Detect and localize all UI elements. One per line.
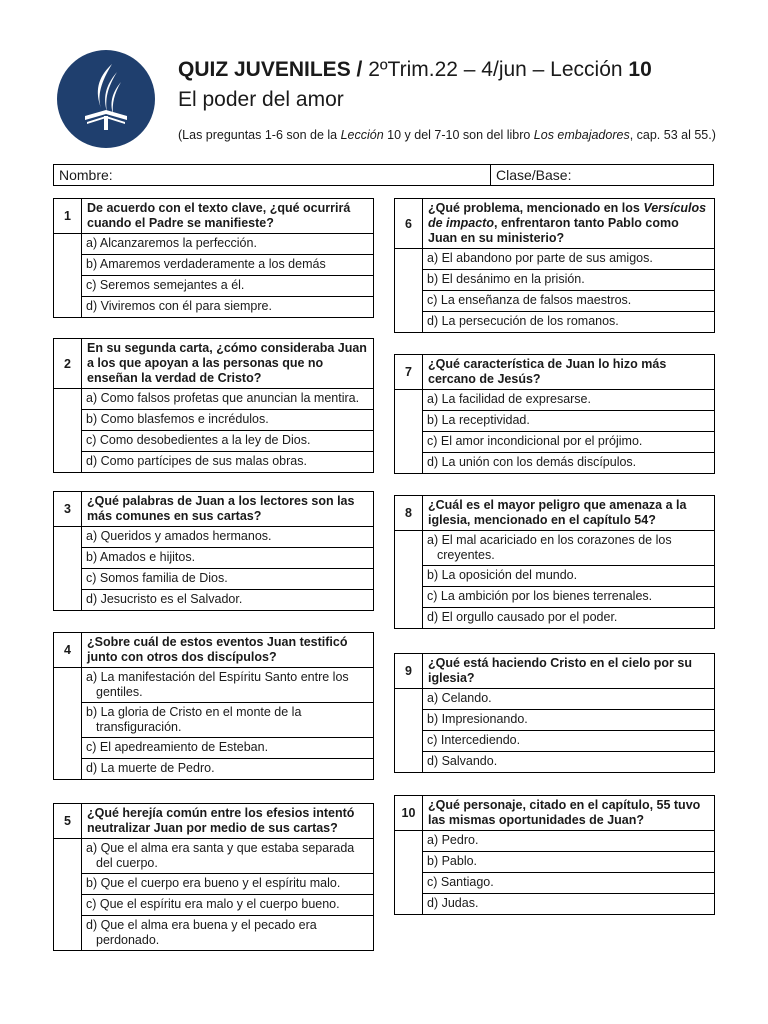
question-header: [395, 199, 714, 249]
answer-option[interactable]: b) Pablo.: [423, 851, 714, 872]
answer-option[interactable]: b) Como blasfemos e incrédulos.: [82, 409, 373, 430]
question-text: ¿Qué problema, mencionado en los Versículos de impacto, enfrentaron tanto Pablo como Juan en su ministerio?: [422, 199, 714, 248]
answer-option[interactable]: d) La unión con los demás discípulos.: [423, 452, 714, 473]
answer-option[interactable]: b) La receptividad.: [423, 410, 714, 431]
answer-option[interactable]: d) Salvando.: [423, 751, 714, 772]
quiz-subtitle: El poder del amor: [178, 88, 344, 111]
answer-options: [81, 839, 373, 950]
answer-option[interactable]: d) La muerte de Pedro.: [82, 758, 373, 779]
answer-option[interactable]: c) El amor incondicional por el prójimo.: [423, 431, 714, 452]
answer-option[interactable]: b) Amados e hijitos.: [82, 547, 373, 568]
question-header: [395, 654, 714, 689]
answer-options: [81, 668, 373, 779]
question-text: ¿Qué palabras de Juan a los lectores son las más comunes en sus cartas?: [81, 492, 373, 526]
answer-option[interactable]: c) Somos familia de Dios.: [82, 568, 373, 589]
question-number: 1: [64, 209, 71, 223]
answer-option[interactable]: a) Alcanzaremos la perfección.: [86, 236, 257, 250]
question-text: ¿Qué está haciendo Cristo en el cielo por su iglesia?: [422, 654, 714, 688]
question-header: [395, 355, 714, 390]
question-text: ¿Qué personaje, citado en el capítulo, 55 tuvo las mismas oportunidades de Juan?: [422, 796, 714, 830]
question-header: [54, 492, 373, 527]
question-block: [394, 354, 715, 474]
question-block: [53, 338, 374, 473]
answer-option[interactable]: a) Celando.: [427, 691, 492, 705]
question-block: [394, 795, 715, 915]
question-text: En su segunda carta, ¿cómo consideraba Juan a los que apoyan a las personas que no enseñan la verdad de Cristo?: [81, 339, 373, 388]
answer-option[interactable]: a) Pedro.: [427, 833, 479, 847]
question-text: ¿Cuál es el mayor peligro que amenaza a la iglesia, mencionado en el capítulo 54?: [422, 496, 714, 530]
answer-option[interactable]: c) Seremos semejantes a él.: [82, 275, 373, 296]
answer-option[interactable]: d) El orgullo causado por el poder.: [423, 607, 714, 628]
answer-option[interactable]: a) La manifestación del Espíritu Santo entre los gentiles.: [86, 670, 349, 699]
question-block: [53, 198, 374, 318]
question-number: 4: [64, 643, 71, 657]
answer-option[interactable]: a) Queridos y amados hermanos.: [86, 529, 272, 543]
answer-options: [81, 389, 373, 472]
answer-options: [422, 689, 714, 772]
answer-option[interactable]: d) La persecución de los romanos.: [423, 311, 714, 332]
answer-option[interactable]: b) Impresionando.: [423, 709, 714, 730]
question-block: [53, 632, 374, 780]
question-header: [54, 804, 373, 839]
answer-option[interactable]: d) Que el alma era buena y el pecado era perdonado.: [82, 915, 373, 950]
answer-option[interactable]: c) Intercediendo.: [423, 730, 714, 751]
question-number: 2: [64, 356, 71, 371]
answer-options: [81, 527, 373, 610]
class-field[interactable]: Clase/Base:: [496, 167, 572, 183]
question-text: De acuerdo con el texto clave, ¿qué ocurrirá cuando el Padre se manifieste?: [81, 199, 373, 233]
answer-option[interactable]: a) La facilidad de expresarse.: [427, 392, 591, 406]
answer-options: [422, 390, 714, 473]
answer-option[interactable]: c) Que el espíritu era malo y el cuerpo bueno.: [82, 894, 373, 915]
answer-options: [422, 249, 714, 332]
answer-option[interactable]: b) Que el cuerpo era bueno y el espíritu malo.: [82, 873, 373, 894]
question-block: [394, 653, 715, 773]
answer-options: [422, 831, 714, 914]
name-field[interactable]: Nombre:: [54, 165, 491, 185]
answer-option[interactable]: a) El mal acariciado en los corazones de los creyentes.: [427, 533, 672, 562]
answer-option[interactable]: c) La enseñanza de falsos maestros.: [423, 290, 714, 311]
question-header: [54, 633, 373, 668]
answer-option[interactable]: c) La ambición por los bienes terrenales.: [423, 586, 714, 607]
question-block: [394, 198, 715, 333]
question-text: ¿Qué herejía común entre los efesios intentó neutralizar Juan por medio de sus cartas?: [81, 804, 373, 838]
question-text: ¿Qué característica de Juan lo hizo más cercano de Jesús?: [422, 355, 714, 389]
question-number: 10: [401, 806, 416, 820]
quiz-note: (Las preguntas 1-6 son de la Lección 10 y del 7-10 son del libro Los embajadores, cap. 53 al 55.): [178, 128, 716, 142]
question-text: ¿Sobre cuál de estos eventos Juan testificó junto con otros dos discípulos?: [81, 633, 373, 667]
answer-option[interactable]: b) Amaremos verdaderamente a los demás: [82, 254, 373, 275]
question-number: 7: [405, 365, 412, 379]
question-number: 5: [64, 814, 71, 828]
answer-option[interactable]: d) Judas.: [423, 893, 714, 914]
question-number: 3: [64, 502, 71, 516]
answer-option[interactable]: b) La oposición del mundo.: [423, 565, 714, 586]
answer-option[interactable]: d) Como partícipes de sus malas obras.: [82, 451, 373, 472]
question-block: [53, 803, 374, 951]
question-number: 8: [405, 506, 412, 520]
question-block: [394, 495, 715, 629]
question-header: [54, 199, 373, 234]
answer-option[interactable]: d) Viviremos con él para siempre.: [82, 296, 373, 317]
answer-option[interactable]: b) El desánimo en la prisión.: [423, 269, 714, 290]
answer-option[interactable]: d) Jesucristo es el Salvador.: [82, 589, 373, 610]
answer-option[interactable]: a) Como falsos profetas que anuncian la mentira.: [86, 391, 360, 405]
answer-option[interactable]: a) Que el alma era santa y que estaba separada del cuerpo.: [86, 841, 355, 870]
answer-options: [422, 531, 714, 628]
name-bar: [53, 164, 714, 186]
question-header: [395, 496, 714, 531]
answer-option[interactable]: c) El apedreamiento de Esteban.: [82, 737, 373, 758]
answer-option[interactable]: a) El abandono por parte de sus amigos.: [427, 251, 653, 265]
question-header: [395, 796, 714, 831]
church-logo: [57, 50, 155, 148]
quiz-title: QUIZ JUVENILES / 2ºTrim.22 – 4/jun – Lección 10: [178, 58, 652, 81]
answer-option[interactable]: b) La gloria de Cristo en el monte de la transfiguración.: [82, 702, 373, 737]
question-header: [54, 339, 373, 389]
answer-option[interactable]: c) Santiago.: [423, 872, 714, 893]
answer-options: [81, 234, 373, 317]
question-block: [53, 491, 374, 611]
question-number: 6: [405, 216, 412, 231]
answer-option[interactable]: c) Como desobedientes a la ley de Dios.: [82, 430, 373, 451]
question-number: 9: [405, 664, 412, 678]
